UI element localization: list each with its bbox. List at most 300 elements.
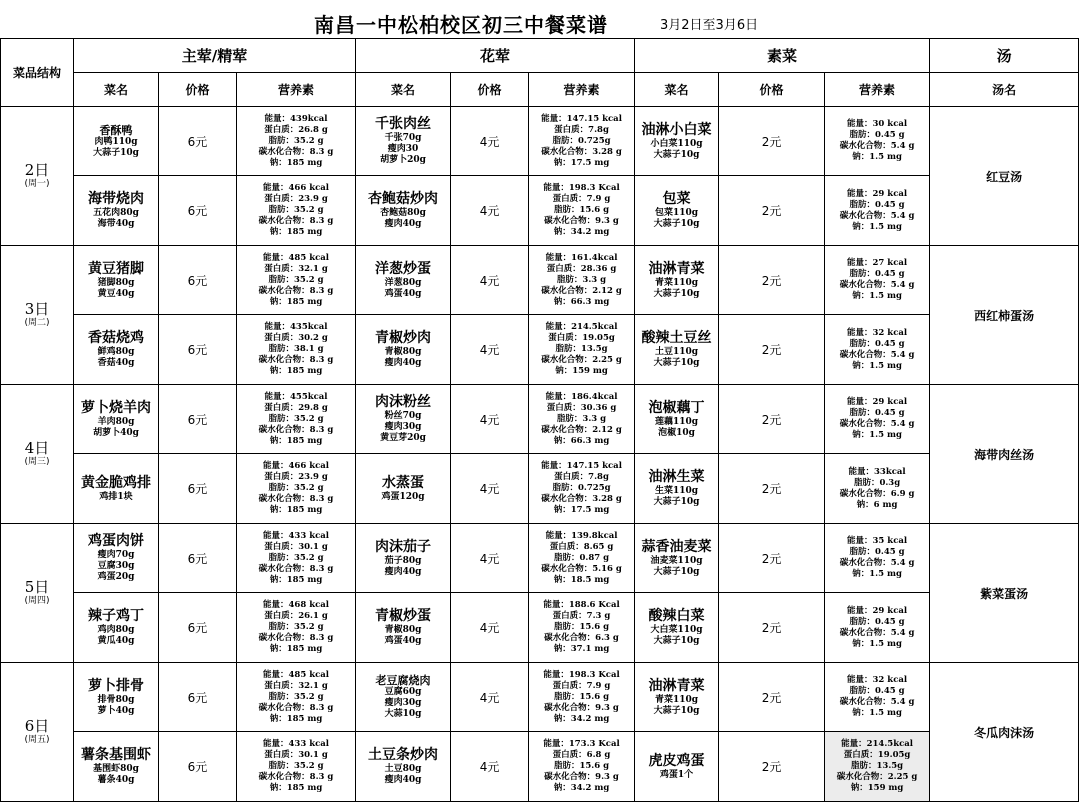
flower-nutrition-cell [529,385,635,454]
day-cell [1,663,74,802]
main-ingredient: 鲜鸡80g [97,347,135,357]
flower-nutrition-line: 钠：37.1 mg [553,644,610,654]
flower-nutrition-line: 能量：147.15 kcal [541,461,622,471]
veg-nutrition-line: 碳水化合物：5.4 g [839,419,915,429]
veg-dish-name: 虎皮鸡蛋 [648,752,705,769]
day-number: 4日 [24,439,50,457]
veg-nutrition-line: 脂肪：0.45 g [849,547,905,557]
main-nutrition-cell [237,315,356,385]
day-number: 3日 [24,300,50,318]
main-nutrition-line: 脂肪：35.2 g [268,552,324,563]
veg-nutrition-line: 碳水化合物：5.4 g [839,558,915,568]
veg-ingredient: 鸡蛋1个 [659,769,694,780]
main-price: 6元 [159,663,237,732]
veg-price: 2元 [719,315,825,385]
veg-dish-cell [635,107,719,176]
veg-dish-cell [635,732,719,802]
flower-price: 4元 [451,732,529,802]
main-nutrition-line: 脂肪：35.2 g [268,205,324,215]
veg-nutrition-line: 钠：1.5 mg [852,430,902,440]
flower-dish-cell [356,385,451,454]
main-nutrition-cell [237,732,356,802]
main-nutrition-line: 碳水化合物：8.3 g [258,494,334,504]
flower-nutrition-cell [529,107,635,176]
main-nutrition-cell [237,524,356,593]
veg-nutrition-line: 钠：1.5 mg [852,638,902,649]
veg-dish-cell [635,454,719,524]
veg-nutrition-line: 脂肪：0.45 g [849,408,905,418]
main-nutrition-line: 能量：455kcal [264,391,328,402]
flower-nutrition-line: 能量：186.4kcal [545,391,618,402]
veg-price: 2元 [719,593,825,663]
soup-name: 冬瓜肉沫汤 [930,663,1079,802]
veg-ingredient: 大蒜子10g [653,705,700,716]
flower-ingredient: 大蒜10g [384,709,422,719]
veg-ingredient: 生菜110g [655,486,699,496]
main-dish-cell [74,732,159,802]
flower-nutrition-line: 脂肪：15.6 g [553,622,610,632]
veg-nutrition-line: 钠：1.5 mg [852,569,902,579]
flower-nutrition-line: 能量：198.3 Kcal [543,669,620,680]
flower-price-header: 价格 [451,73,529,107]
flower-ingredient: 土豆80g [384,764,422,774]
veg-price: 2元 [719,246,825,315]
main-price: 6元 [159,524,237,593]
page-title: 南昌一中松柏校区初三中餐菜谱 [314,13,608,37]
main-ingredient: 羊肉80g [97,416,135,427]
veg-dish-header: 素菜 [635,39,930,73]
main-nutrition-line: 能量：466 kcal [263,183,330,193]
flower-ingredient: 茄子80g [384,555,422,566]
flower-ingredient: 瘦肉30g [384,422,422,432]
veg-ingredient: 泡椒10g [658,427,695,438]
veg-nutrition-line: 脂肪：0.3g [853,477,901,488]
main-nutrition-line: 钠：185 mg [269,644,323,654]
main-ingredient: 排骨80g [97,694,135,705]
main-ingredient: 瘦肉70g [97,550,135,560]
main-nutrition-line: 钠：185 mg [269,366,323,376]
flower-nutrition-line: 脂肪：0.725g [552,135,611,146]
main-nutrition-line: 钠：185 mg [269,783,323,793]
veg-dish-name: 油淋生菜 [648,469,705,485]
veg-nutrition-line: 脂肪：0.45 g [849,338,905,349]
flower-nutrition-cell [529,663,635,732]
veg-nutrition-line: 能量：27 kcal [847,258,908,268]
flower-nutrition-line: 脂肪：15.6 g [553,205,610,215]
main-nutrition-line: 碳水化合物：8.3 g [258,633,334,643]
main-nutrition-line: 钠：185 mg [269,296,323,307]
day-number: 6日 [24,717,50,735]
soup-header: 汤 [930,39,1079,73]
flower-dish-cell [356,246,451,315]
main-dish-cell [74,385,159,454]
veg-ingredient: 大蒜子10g [653,636,700,646]
veg-nutrition-line: 能量：29 kcal [847,605,908,616]
main-ingredient: 五花肉80g [93,208,139,218]
main-nutrition-line: 蛋白质：29.8 g [264,402,328,413]
flower-ingredient: 胡萝卜20g [380,155,426,165]
flower-nutrition-line: 脂肪：0.87 g [553,552,610,563]
flower-ingredient: 瘦肉40g [384,219,422,229]
veg-ingredient: 青菜110g [655,277,699,288]
main-nutrition-line: 蛋白质：30.2 g [264,333,328,343]
flower-nutrition-line: 钠：17.5 mg [553,505,610,515]
main-dish-cell [74,663,159,732]
main-nutrition-cell [237,246,356,315]
flower-nutrition-line: 碳水化合物：5.16 g [541,563,622,574]
main-ingredient: 海带40g [97,219,135,229]
veg-dish-cell [635,176,719,246]
flower-nutrition-line: 钠：17.5 mg [553,157,610,168]
veg-nutrition-cell [825,107,930,176]
veg-nutrition-header: 营养素 [825,73,930,107]
veg-price: 2元 [719,385,825,454]
menu-row [1,176,1079,246]
veg-nutrition-cell [825,454,930,524]
main-dish-cell [74,524,159,593]
soup-name-header: 汤名 [930,73,1079,107]
flower-dish-cell [356,176,451,246]
main-nutrition-line: 脂肪：35.2 g [268,483,324,493]
veg-dish-name: 泡椒藕丁 [648,399,705,416]
flower-nutrition-cell [529,454,635,524]
veg-nutrition-line: 脂肪：0.45 g [849,686,905,696]
veg-nutrition-cell [825,315,930,385]
veg-nutrition-line: 碳水化合物：5.4 g [839,280,915,290]
flower-dish-name: 土豆条炒肉 [368,747,439,763]
title-bar [0,0,1080,38]
veg-nutrition-line: 能量：30 kcal [847,119,908,129]
flower-nutrition-line: 能量：188.6 Kcal [543,600,620,610]
veg-ingredient: 包菜110g [655,208,699,218]
flower-nutrition-cell [529,524,635,593]
flower-price: 4元 [451,593,529,663]
main-ingredient: 鸡排1块 [99,491,133,502]
day-number: 2日 [24,161,50,179]
veg-nutrition-line: 钠：1.5 mg [852,221,902,232]
flower-ingredient: 黄豆芽20g [380,433,426,443]
menu-row [1,246,1079,315]
veg-dish-name: 蒜香油麦菜 [641,538,712,555]
flower-nutrition-line: 脂肪：15.6 g [553,761,610,771]
veg-nutrition-line: 脂肪：0.45 g [849,130,905,140]
main-nutrition-line: 脂肪：38.1 g [268,344,324,354]
veg-nutrition-line: 钠：1.5 mg [852,360,902,371]
main-dish-name: 鸡蛋肉饼 [88,533,144,549]
veg-price: 2元 [719,663,825,732]
main-nutrition-line: 能量：433 kcal [263,530,330,541]
flower-nutrition-line: 碳水化合物：6.3 g [544,633,619,643]
veg-dish-name: 油淋小白菜 [641,121,712,138]
veg-nutrition-line: 钠：1.5 mg [852,291,902,301]
menu-row [1,454,1079,524]
main-nutrition-line: 蛋白质：26.8 g [264,124,328,135]
veg-dish-cell [635,315,719,385]
main-dish-cell [74,315,159,385]
veg-nutrition-line: 钠：6 mg [856,499,898,510]
main-dish-name: 香菇烧鸡 [88,330,144,346]
flower-nutrition-line: 能量：139.8kcal [545,530,618,541]
flower-nutrition-line: 钠：34.2 mg [553,783,610,793]
flower-dish-cell [356,454,451,524]
main-price: 6元 [159,593,237,663]
main-nutrition-line: 碳水化合物：8.3 g [258,355,334,365]
main-price: 6元 [159,107,237,176]
flower-price: 4元 [451,176,529,246]
main-nutrition-line: 脂肪：35.2 g [268,622,324,632]
main-dish-name: 海带烧肉 [88,191,144,207]
main-ingredient: 胡萝卜40g [93,427,139,438]
main-nutrition-line: 碳水化合物：8.3 g [258,702,334,713]
veg-ingredient: 大蒜子10g [653,219,700,229]
flower-nutrition-line: 碳水化合物：2.12 g [541,285,622,296]
veg-nutrition-line: 碳水化合物：5.4 g [839,697,915,707]
main-dish-name: 萝卜烧羊肉 [81,399,151,416]
flower-nutrition-line: 蛋白质：28.36 g [546,263,617,274]
flower-dish-name: 千张肉丝 [375,116,432,132]
veg-nutrition-line: 能量：35 kcal [847,536,908,546]
veg-nutrition-cell [825,385,930,454]
flower-nutrition-line: 碳水化合物：2.25 g [541,355,622,365]
flower-nutrition-line: 钠：66.3 mg [553,296,610,307]
main-dish-cell [74,176,159,246]
veg-dish-cell [635,246,719,315]
veg-ingredient: 大蒜子10g [653,358,700,368]
veg-price-header: 价格 [719,73,825,107]
flower-nutrition-line: 蛋白质：7.3 g [552,611,611,621]
flower-ingredient: 杏鲍菇80g [380,208,426,218]
veg-ingredient: 莲藕110g [655,416,699,427]
veg-nutrition-line: 蛋白质：19.05g [843,750,911,760]
flower-ingredient: 瘦肉30g [384,698,422,708]
soup-name: 西红柿蛋汤 [930,246,1079,385]
veg-dish-name: 油淋青菜 [648,677,705,694]
main-price: 6元 [159,315,237,385]
main-nutrition-line: 钠：185 mg [269,435,323,446]
flower-nutrition-line: 蛋白质：7.8g [554,472,609,482]
flower-nutrition-line: 能量：214.5kcal [545,322,618,332]
main-nutrition-line: 能量：485 kcal [263,252,330,263]
veg-nutrition-cell [825,246,930,315]
flower-nutrition-line: 脂肪：13.5g [555,344,608,354]
flower-nutrition-line: 蛋白质：30.36 g [546,402,617,413]
veg-nutrition-line: 脂肪：13.5g [850,761,904,771]
veg-nutrition-line: 碳水化合物：5.4 g [839,210,915,221]
main-nutrition-cell [237,176,356,246]
veg-nutrition-line: 脂肪：0.45 g [849,269,905,279]
flower-nutrition-line: 能量：147.15 kcal [541,113,622,124]
veg-dish-cell [635,385,719,454]
main-dish-cell [74,246,159,315]
veg-dish-name: 酸辣白菜 [648,608,705,624]
veg-price: 2元 [719,524,825,593]
day-weekday: (周三) [24,457,50,467]
main-nutrition-line: 碳水化合物：8.3 g [258,563,334,574]
main-name-header: 菜名 [74,73,159,107]
main-dish-cell [74,107,159,176]
flower-nutrition-line: 脂肪：0.725g [552,483,611,493]
flower-dish-cell [356,524,451,593]
main-nutrition-header: 营养素 [237,73,356,107]
menu-row [1,107,1079,176]
main-ingredient: 豆腐30g [97,561,135,571]
day-cell [1,107,74,246]
main-nutrition-line: 蛋白质：32.1 g [264,263,328,274]
flower-price: 4元 [451,454,529,524]
main-nutrition-line: 能量：466 kcal [263,461,330,471]
veg-dish-cell [635,593,719,663]
main-nutrition-line: 能量：468 kcal [263,600,330,610]
day-weekday: (周一) [24,179,50,189]
day-number: 5日 [24,578,50,596]
main-dish-name: 薯条基围虾 [81,747,151,763]
flower-nutrition-cell [529,246,635,315]
flower-nutrition-cell [529,732,635,802]
flower-name-header: 菜名 [356,73,451,107]
main-price: 6元 [159,246,237,315]
soup-name: 紫菜蛋汤 [930,524,1079,663]
main-dish-cell [74,593,159,663]
flower-nutrition-line: 钠：34.2 mg [553,713,610,724]
day-weekday: (周二) [24,318,50,328]
main-dish-name: 萝卜排骨 [88,677,144,694]
flower-ingredient: 青椒80g [384,625,422,635]
veg-dish-name: 包菜 [662,191,691,207]
veg-nutrition-line: 钠：1.5 mg [852,708,902,718]
flower-dish-cell [356,593,451,663]
flower-nutrition-line: 能量：173.3 Kcal [543,739,620,749]
veg-name-header: 菜名 [635,73,719,107]
main-dish-name: 辣子鸡丁 [88,608,144,624]
main-ingredient: 基围虾80g [93,764,139,774]
menu-row [1,732,1079,802]
veg-ingredient: 大白菜110g [650,625,703,635]
flower-price: 4元 [451,524,529,593]
flower-nutrition-cell [529,315,635,385]
flower-ingredient: 粉丝70g [384,411,422,421]
veg-nutrition-line: 能量：33kcal [848,466,906,477]
veg-nutrition-line: 能量：32 kcal [847,327,908,338]
menu-row [1,385,1079,454]
veg-nutrition-cell [825,663,930,732]
flower-dish-name: 洋葱炒蛋 [375,260,432,277]
veg-nutrition-line: 能量：214.5kcal [841,739,914,749]
main-nutrition-cell [237,385,356,454]
flower-ingredient: 瘦肉40g [384,358,422,368]
veg-price: 2元 [719,454,825,524]
flower-dish-header: 花荤 [356,39,635,73]
soup-name: 红豆汤 [930,107,1079,246]
flower-nutrition-line: 碳水化合物：3.28 g [541,146,622,157]
flower-dish-name: 青椒炒肉 [375,330,432,346]
veg-price: 2元 [719,176,825,246]
flower-nutrition-line: 脂肪：3.3 g [556,274,607,285]
main-nutrition-line: 钠：185 mg [269,505,323,515]
veg-ingredient: 油麦菜110g [650,555,703,566]
main-nutrition-cell [237,107,356,176]
veg-nutrition-cell [825,176,930,246]
main-ingredient: 大蒜子10g [93,147,139,158]
flower-nutrition-line: 脂肪：15.6 g [553,691,610,702]
veg-nutrition-line: 碳水化合物：5.4 g [839,349,915,360]
menu-row [1,315,1079,385]
main-ingredient: 鸡蛋20g [97,572,135,582]
flower-nutrition-line: 蛋白质：7.9 g [552,680,611,691]
menu-table [0,38,1079,802]
day-weekday: (周五) [24,735,50,745]
day-cell [1,246,74,385]
main-ingredient: 薯条40g [97,775,135,785]
veg-ingredient: 大蒜子10g [653,149,700,160]
veg-nutrition-cell [825,524,930,593]
flower-dish-name: 肉沫粉丝 [375,394,432,410]
flower-ingredient: 青椒80g [384,347,422,357]
veg-nutrition-line: 钠：159 mg [850,783,904,793]
flower-price: 4元 [451,246,529,315]
flower-price: 4元 [451,107,529,176]
flower-ingredient: 豆腐60g [384,687,422,697]
veg-nutrition-line: 碳水化合物：5.4 g [839,141,915,151]
flower-nutrition-line: 蛋白质：7.9 g [552,194,611,204]
structure-header: 菜品结构 [1,39,74,107]
soup-name: 海带肉丝汤 [930,385,1079,524]
veg-dish-name: 酸辣土豆丝 [641,330,712,346]
main-dish-name: 香酥鸭 [99,123,133,137]
main-dish-cell [74,454,159,524]
flower-ingredient: 千张70g [384,133,422,143]
main-nutrition-line: 蛋白质：23.9 g [264,194,328,204]
main-nutrition-line: 能量：433 kcal [263,739,330,749]
flower-price: 4元 [451,663,529,732]
flower-dish-cell [356,315,451,385]
day-cell [1,385,74,524]
menu-row [1,663,1079,732]
veg-nutrition-line: 能量：29 kcal [847,397,908,407]
main-ingredient: 肉鸭110g [94,136,138,147]
flower-dish-cell [356,663,451,732]
veg-nutrition-line: 钠：1.5 mg [852,152,902,162]
main-price: 6元 [159,176,237,246]
main-dish-header: 主荤/精荤 [74,39,356,73]
flower-dish-cell [356,732,451,802]
veg-nutrition-line: 脂肪：0.45 g [849,616,905,627]
veg-ingredient: 青菜110g [655,694,699,705]
flower-nutrition-line: 碳水化合物：9.3 g [544,702,619,713]
flower-nutrition-header: 营养素 [529,73,635,107]
main-price-header: 价格 [159,73,237,107]
veg-nutrition-line: 碳水化合物：5.4 g [839,627,915,638]
main-nutrition-line: 能量：485 kcal [263,669,330,680]
main-nutrition-line: 蛋白质：30.1 g [264,750,328,760]
flower-ingredient: 鸡蛋40g [384,636,422,646]
main-nutrition-line: 碳水化合物：8.3 g [258,772,334,782]
veg-nutrition-line: 碳水化合物：2.25 g [836,772,918,782]
veg-price: 2元 [719,732,825,802]
main-nutrition-line: 脂肪：35.2 g [268,413,324,424]
flower-nutrition-line: 碳水化合物：9.3 g [544,772,619,782]
main-nutrition-line: 脂肪：35.2 g [268,274,324,285]
flower-dish-name: 老豆腐烧肉 [375,674,431,687]
flower-nutrition-line: 脂肪：3.3 g [556,413,607,424]
main-nutrition-line: 碳水化合物：8.3 g [258,216,334,226]
flower-dish-cell [356,107,451,176]
main-nutrition-cell [237,663,356,732]
menu-row [1,593,1079,663]
main-nutrition-line: 碳水化合物：8.3 g [258,285,334,296]
flower-ingredient: 瘦肉40g [384,775,422,785]
flower-ingredient: 瘦肉40g [384,566,422,577]
flower-nutrition-line: 碳水化合物：3.28 g [541,494,622,504]
